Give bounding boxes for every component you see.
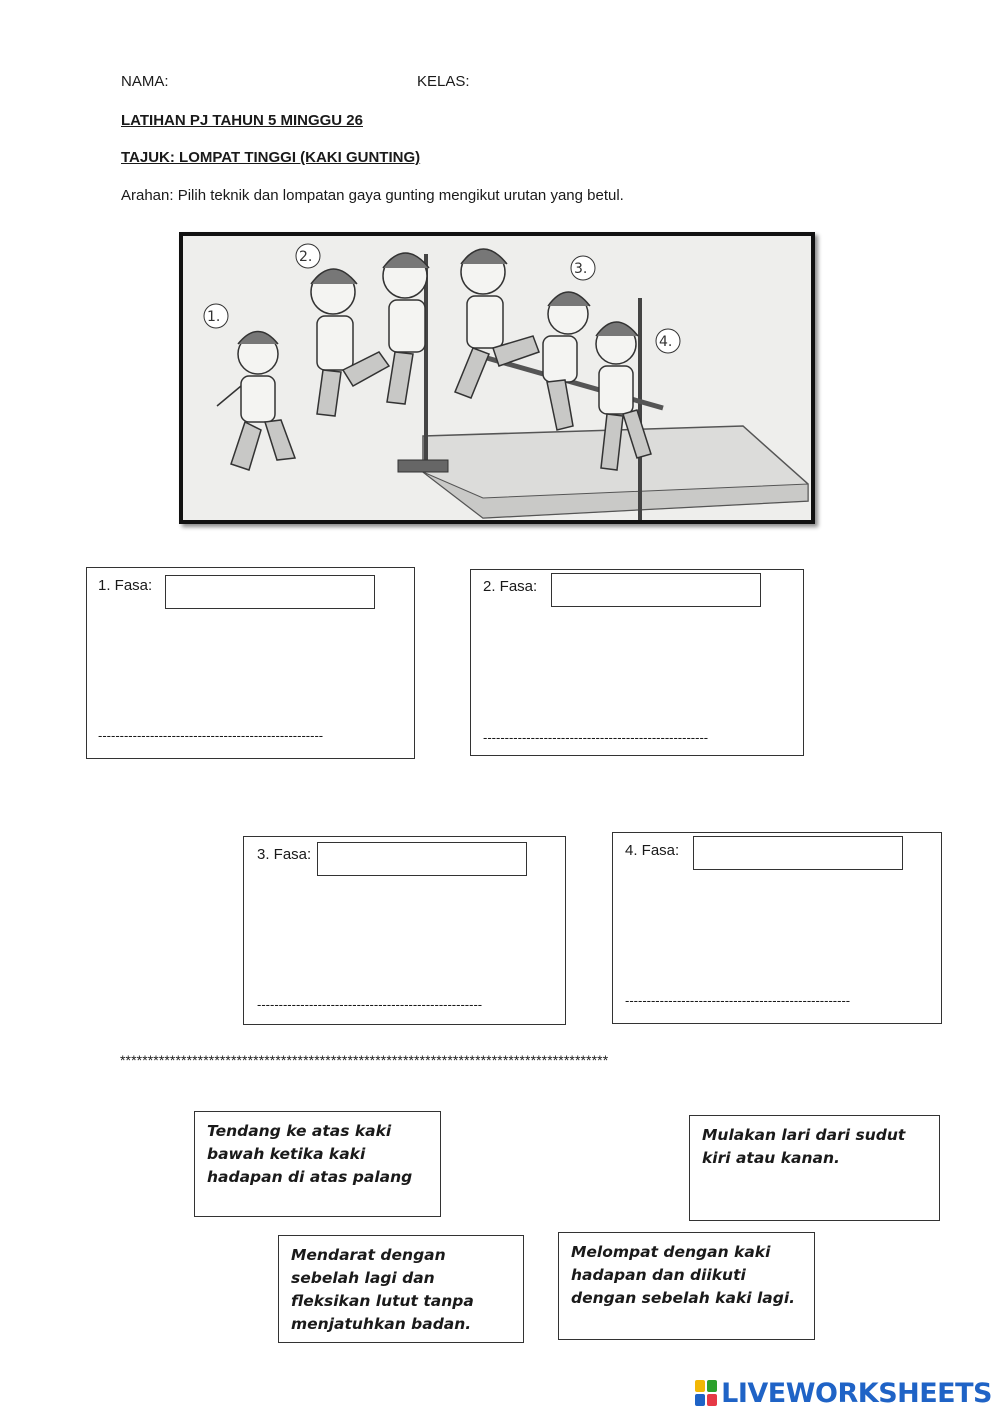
high-jump-illustration bbox=[179, 232, 815, 524]
answer-card-tendang[interactable]: Tendang ke atas kaki bawah ketika kaki hadapan di atas palang bbox=[194, 1111, 441, 1217]
liveworksheets-icon bbox=[695, 1380, 717, 1406]
phase-2-answer-field[interactable] bbox=[551, 573, 761, 607]
worksheet-topic: TAJUK: LOMPAT TINGGI (KAKI GUNTING) bbox=[121, 149, 421, 166]
marker-3: 3. bbox=[574, 261, 588, 277]
phase-3-dashed-line: ---------------------------------------------------- bbox=[257, 997, 483, 1012]
high-jump-drawing bbox=[183, 236, 811, 520]
worksheet-title: LATIHAN PJ TAHUN 5 MINGGU 26 bbox=[121, 112, 363, 129]
phase-1-label: 1. Fasa: bbox=[98, 577, 153, 594]
nama-label: NAMA: bbox=[121, 73, 169, 90]
marker-4: 4. bbox=[659, 334, 673, 350]
phase-1-dashed-line: ---------------------------------------------------- bbox=[98, 728, 324, 743]
answer-card-melompat[interactable]: Melompat dengan kaki hadapan dan diikuti dengan sebelah kaki lagi. bbox=[558, 1232, 815, 1340]
phase-1-answer-field[interactable] bbox=[165, 575, 375, 609]
phase-2-label: 2. Fasa: bbox=[483, 578, 538, 595]
phase-3-label: 3. Fasa: bbox=[257, 846, 312, 863]
answer-card-mulakan[interactable]: Mulakan lari dari sudut kiri atau kanan. bbox=[689, 1115, 940, 1221]
kelas-label: KELAS: bbox=[417, 73, 470, 90]
figure-2 bbox=[311, 269, 389, 416]
phase-4-dashed-line: ---------------------------------------------------- bbox=[625, 993, 851, 1008]
answer-card-mendarat[interactable]: Mendarat dengan sebelah lagi dan fleksikan lutut tanpa menjatuhkan badan. bbox=[278, 1235, 524, 1343]
liveworksheets-logo bbox=[695, 1377, 992, 1409]
marker-1: 1. bbox=[207, 309, 221, 325]
phase-box-2 bbox=[470, 569, 804, 756]
figure-3 bbox=[543, 292, 590, 430]
figure-1 bbox=[217, 332, 295, 471]
phase-2-dashed-line: ---------------------------------------------------- bbox=[483, 730, 709, 745]
phase-4-answer-field[interactable] bbox=[693, 836, 903, 870]
figure-jumping bbox=[383, 249, 539, 404]
phase-3-answer-field[interactable] bbox=[317, 842, 527, 876]
phase-box-3 bbox=[243, 836, 566, 1025]
phase-4-label: 4. Fasa: bbox=[625, 842, 680, 859]
liveworksheets-wordmark: LIVEWORKSHEETS bbox=[721, 1377, 992, 1409]
phase-box-1 bbox=[86, 567, 415, 759]
marker-2: 2. bbox=[299, 249, 313, 265]
star-separator: **************************************************************************************** bbox=[120, 1052, 609, 1068]
instruction-text: Arahan: Pilih teknik dan lompatan gaya gunting mengikut urutan yang betul. bbox=[121, 187, 624, 204]
phase-box-4 bbox=[612, 832, 942, 1024]
